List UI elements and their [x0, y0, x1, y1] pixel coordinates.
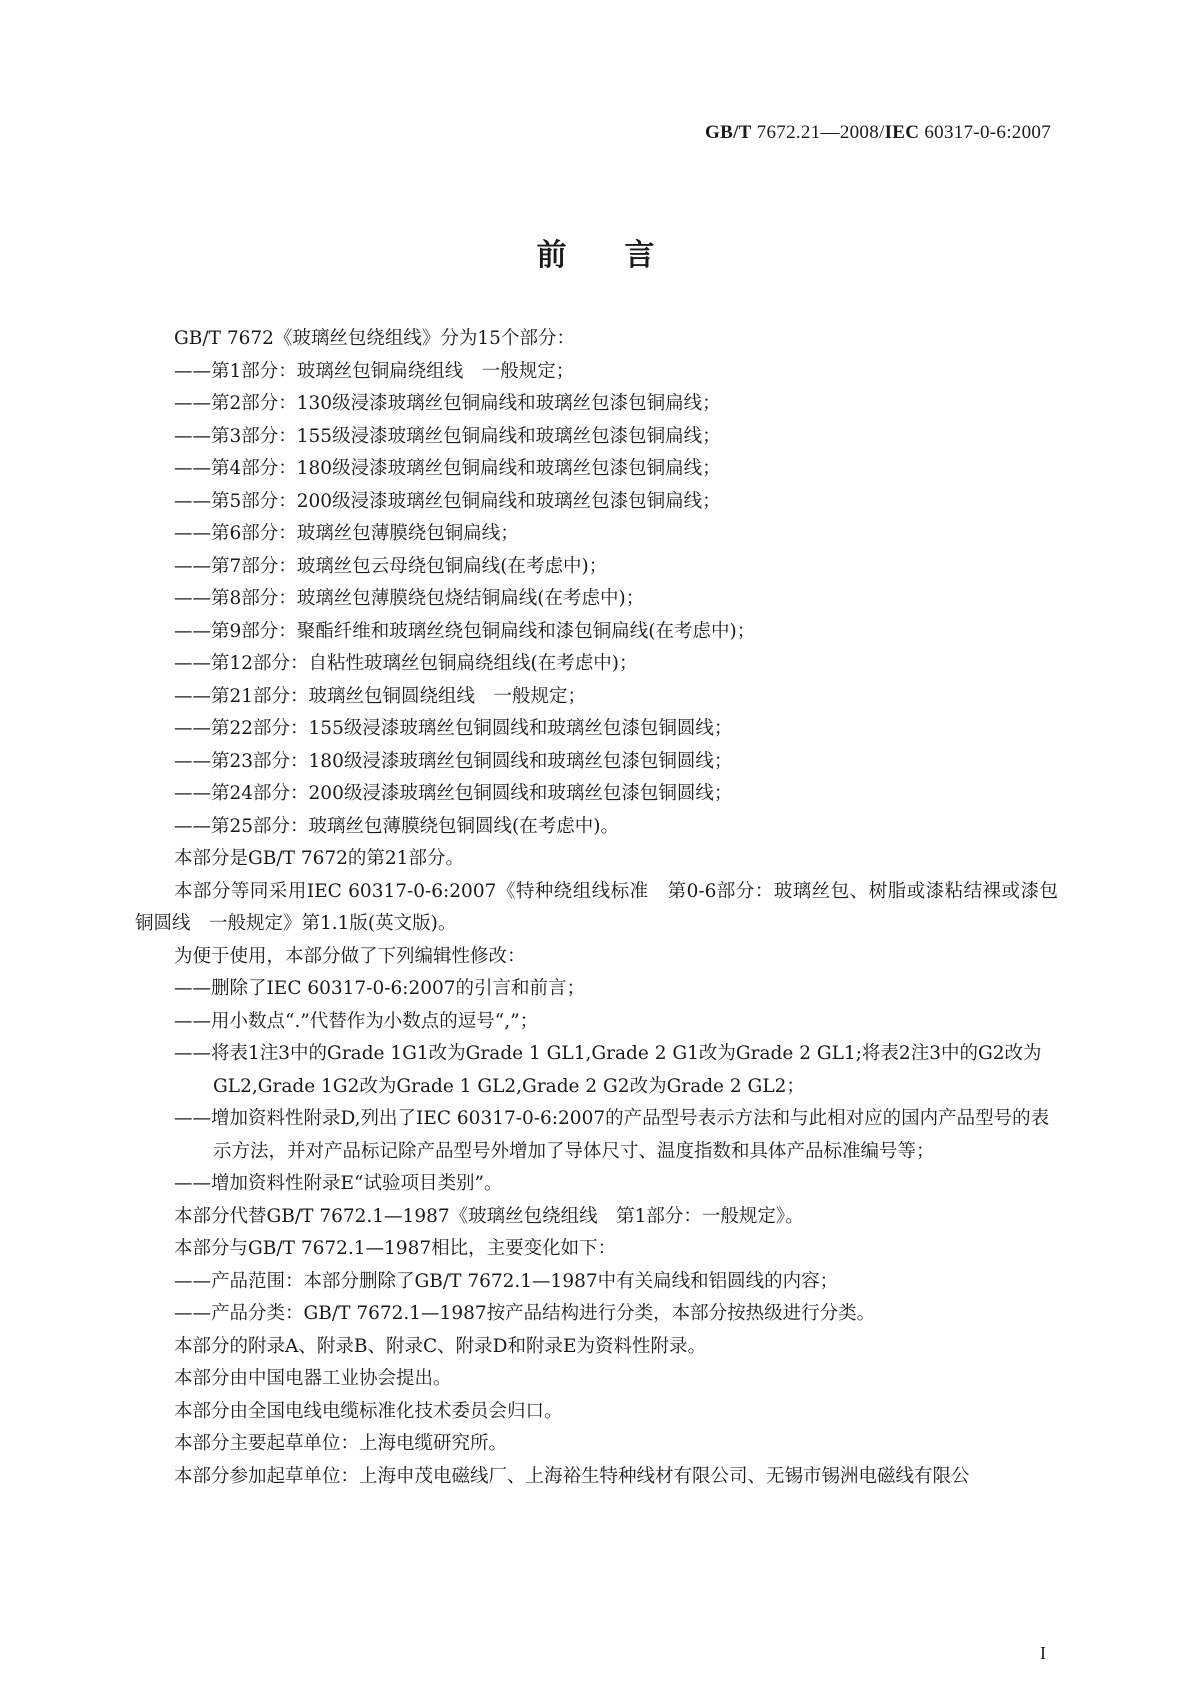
paragraph: 本部分等同采用IEC 60317-0-6:2007《特种绕组线标准 第0-6部分：玻璃丝包、树脂或漆粘结裸或漆包铜圆线 一般规定》第1.1版(英文版)。	[135, 880, 1058, 934]
header-standard-code: GB/T	[705, 122, 752, 143]
list-item: ——第5部分：200级浸漆玻璃丝包铜扁线和玻璃丝包漆包铜扁线；	[174, 490, 721, 512]
list-item: ——第25部分：玻璃丝包薄膜绕包铜圆线(在考虑中)。	[174, 815, 619, 837]
list-item: ——第4部分：180级浸漆玻璃丝包铜扁线和玻璃丝包漆包铜扁线；	[174, 458, 721, 479]
list-item: ——删除了IEC 60317-0-6:2007的引言和前言；	[174, 978, 586, 999]
list-item: ——第6部分：玻璃丝包薄膜绕包铜扁线；	[174, 523, 519, 544]
paragraph: 本部分代替GB/T 7672.1—1987《玻璃丝包绕组线 第1部分：一般规定》。	[174, 1205, 804, 1227]
page-number: I	[1040, 1643, 1046, 1663]
list-item: ——第1部分：玻璃丝包铜扁绕组线 一般规定；	[174, 360, 575, 382]
list-item: ——用小数点“.”代替作为小数点的逗号“,”；	[174, 1010, 539, 1032]
paragraph: GB/T 7672《玻璃丝包绕组线》分为15个部分：	[174, 328, 575, 349]
paragraph: 本部分由全国电线电缆标准化技术委员会归口。	[174, 1400, 563, 1422]
paragraph: 本部分的附录A、附录B、附录C、附录D和附录E为资料性附录。	[174, 1335, 706, 1357]
list-item: ——第2部分：130级浸漆玻璃丝包铜扁线和玻璃丝包漆包铜扁线；	[174, 393, 721, 414]
list-item: ——第12部分：自粘性玻璃丝包铜扁绕组线(在考虑中)；	[174, 653, 638, 674]
list-item: ——第24部分：200级浸漆玻璃丝包铜圆线和玻璃丝包漆包铜圆线；	[174, 783, 733, 804]
list-item: ——第21部分：玻璃丝包铜圆绕组线 一般规定；	[174, 685, 587, 707]
list-item: ——第7部分：玻璃丝包云母绕包铜扁线(在考虑中)；	[174, 555, 608, 577]
page-title: 前言	[536, 238, 713, 273]
paragraph: 本部分主要起草单位：上海电缆研究所。	[174, 1433, 508, 1454]
list-item: ——第9部分：聚酯纤维和玻璃丝绕包铜扁线和漆包铜扁线(在考虑中)；	[174, 620, 756, 642]
list-item: ——第23部分：180级浸漆玻璃丝包铜圆线和玻璃丝包漆包铜圆线；	[174, 750, 733, 772]
list-item: ——产品分类：GB/T 7672.1—1987按产品结构进行分类，本部分按热级进行分类。	[174, 1303, 876, 1324]
document-body	[135, 323, 1058, 1493]
list-item: ——第8部分：玻璃丝包薄膜绕包烧结铜扁线(在考虑中)；	[174, 588, 645, 609]
header-iec-number: 60317-0-6:2007	[919, 122, 1051, 143]
list-item: ——第3部分：155级浸漆玻璃丝包铜扁线和玻璃丝包漆包铜扁线；	[174, 425, 721, 447]
header-iec-code: IEC	[884, 122, 920, 143]
paragraph: 本部分参加起草单位：上海申茂电磁线厂、上海裕生特种线材有限公司、无锡市锡洲电磁线有限公	[174, 1465, 970, 1487]
list-item: ——第22部分：155级浸漆玻璃丝包铜圆线和玻璃丝包漆包铜圆线；	[174, 718, 733, 739]
standard-header	[705, 122, 1051, 144]
header-standard-number: 7672.21—2008/	[751, 122, 885, 143]
paragraph: 本部分与GB/T 7672.1—1987相比，主要变化如下：	[174, 1238, 617, 1259]
list-item: ——增加资料性附录E“试验项目类别”。	[174, 1173, 503, 1194]
paragraph: 为便于使用，本部分做了下列编辑性修改：	[174, 945, 526, 967]
paragraph: 本部分是GB/T 7672的第21部分。	[174, 848, 464, 869]
paragraph: 本部分由中国电器工业协会提出。	[174, 1368, 452, 1389]
list-item: ——产品范围：本部分删除了GB/T 7672.1—1987中有关扁线和铝圆线的内容；	[174, 1270, 839, 1292]
list-item: ——增加资料性附录D,列出了IEC 60317-0-6:2007的产品型号表示方法和与此相对应的国内产品型号的表示方法，并对产品标记除产品型号外增加了导体尺寸、温度指数和具体产品标准编号等；	[174, 1108, 1050, 1162]
list-item: ——将表1注3中的Grade 1G1改为Grade 1 GL1,Grade 2 G1改为Grade 2 GL1;将表2注3中的G2改为GL2,Grade 1G2改为Grade 1 GL2,Grade 2 G2改为Grade 2 GL2；	[174, 1043, 1042, 1097]
